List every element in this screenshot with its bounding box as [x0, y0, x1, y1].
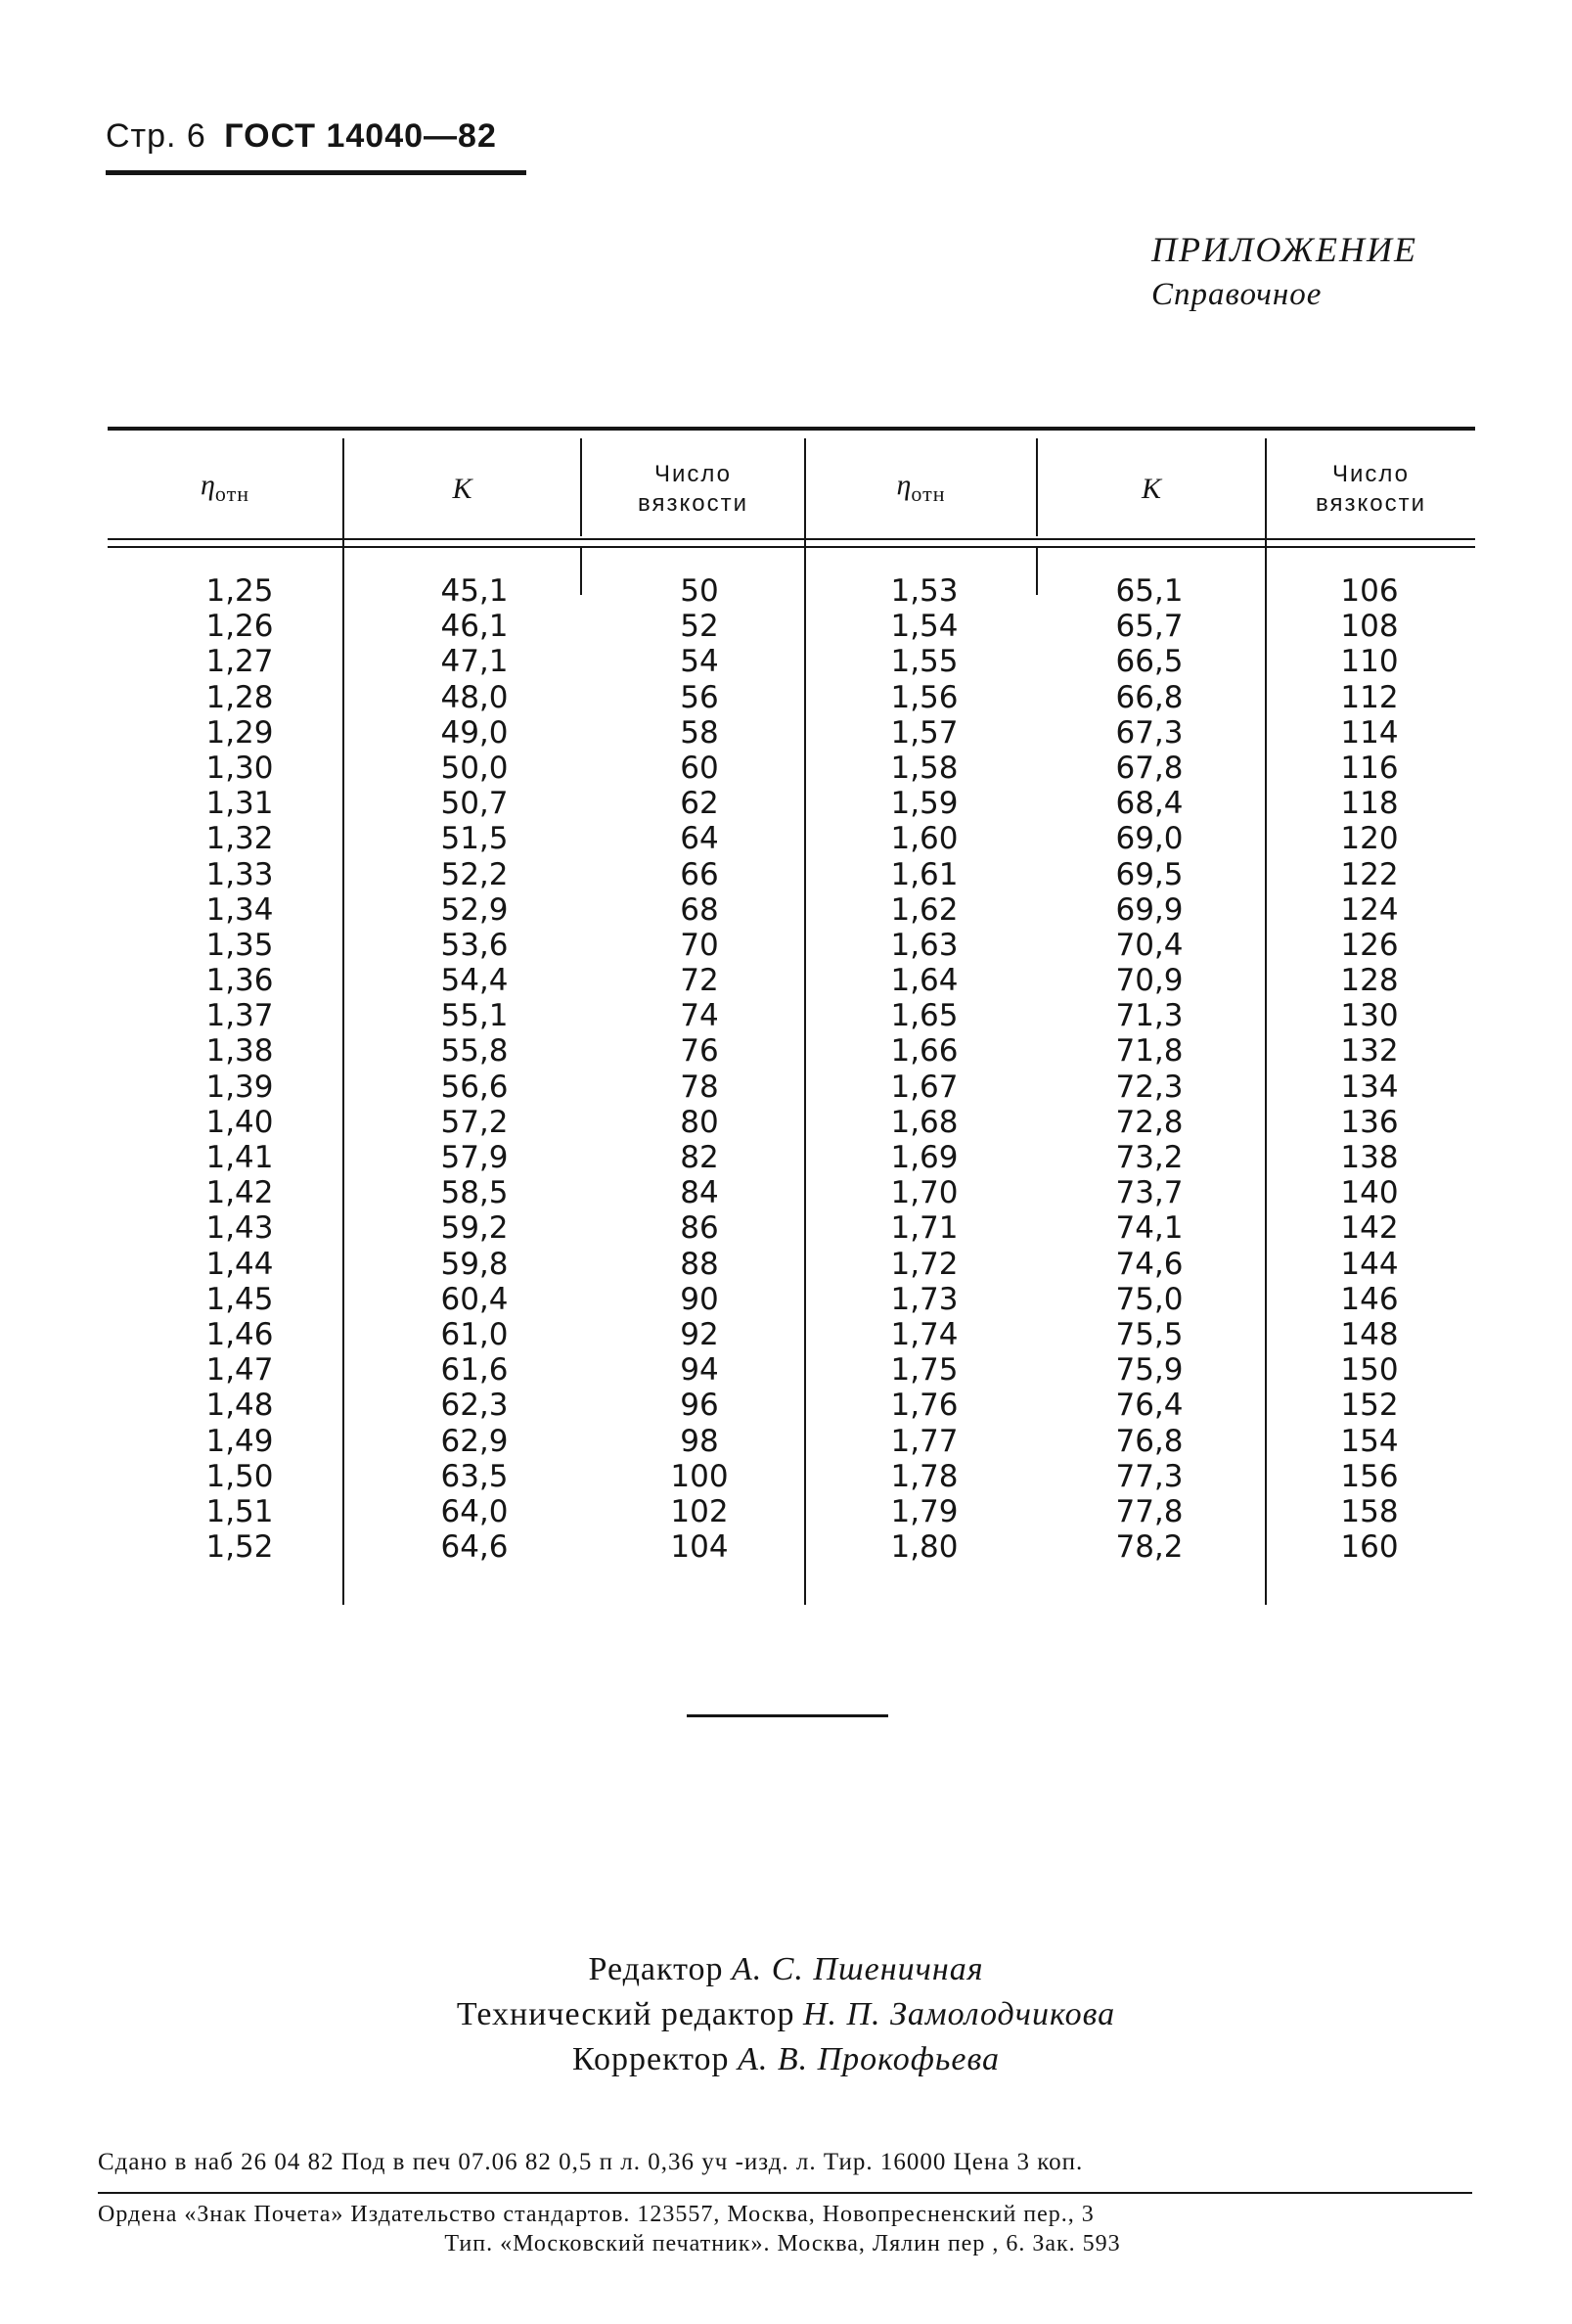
table-cell: 65,1 — [1115, 573, 1184, 609]
viscosity-header-line1: Число — [653, 461, 733, 487]
header-k — [344, 434, 580, 544]
table-cell: 1,66 — [890, 1033, 959, 1070]
table-cell: 67,8 — [1115, 750, 1184, 786]
table-cell: 62,9 — [440, 1423, 509, 1459]
table-cell: 1,71 — [890, 1210, 959, 1247]
table-cell: 1,38 — [205, 1033, 274, 1070]
column-eta-right — [861, 573, 988, 1565]
table-cell: 1,60 — [890, 821, 959, 857]
table-cell: 1,25 — [205, 573, 274, 609]
table-cell: 65,7 — [1115, 609, 1184, 645]
table-cell: 71,3 — [1115, 998, 1184, 1034]
eta-symbol: η — [896, 468, 912, 501]
table-cell: 69,0 — [1115, 821, 1184, 857]
table-cell: 69,9 — [1115, 891, 1184, 928]
table-cell: 1,41 — [205, 1140, 274, 1175]
table-cell: 1,78 — [890, 1458, 959, 1494]
table-cell: 71,8 — [1115, 1033, 1184, 1070]
table-cell: 77,3 — [1115, 1458, 1184, 1494]
table-cell: 148 — [1340, 1316, 1399, 1352]
standard-number: ГОСТ 14040—82 — [224, 117, 497, 155]
table-cell: 146 — [1340, 1281, 1399, 1317]
imprint-line-3: Тип. «Московский печатник». Москва, Лялин пер , 6. Зак. 593 — [444, 2231, 1121, 2256]
table-cell: 52,9 — [440, 891, 509, 928]
table-cell: 57,2 — [440, 1104, 509, 1140]
table-cell: 130 — [1340, 998, 1399, 1034]
table-cell: 1,54 — [890, 609, 959, 645]
table-cell: 1,73 — [890, 1281, 959, 1317]
table-cell: 106 — [1340, 573, 1399, 609]
table-cell: 53,6 — [440, 927, 509, 963]
table-cell: 75,0 — [1115, 1281, 1184, 1317]
credit-proofreader — [0, 2037, 1572, 2082]
credit-editor — [0, 1947, 1572, 1992]
table-cell: 1,45 — [205, 1281, 274, 1317]
viscosity-table — [108, 427, 1475, 1611]
table-cell: 160 — [1340, 1529, 1399, 1566]
table-cell: 1,61 — [890, 856, 959, 892]
table-cell: 1,69 — [890, 1140, 959, 1175]
table-cell: 59,8 — [440, 1246, 509, 1282]
table-cell: 74,6 — [1115, 1246, 1184, 1282]
table-cell: 94 — [680, 1352, 719, 1389]
header-eta-rel — [806, 434, 1036, 544]
viscosity-header-line2: вязкости — [1316, 490, 1426, 517]
table-cell: 75,5 — [1115, 1316, 1184, 1352]
table-cell: 51,5 — [440, 821, 509, 857]
table-cell: 62,3 — [440, 1388, 509, 1424]
viscosity-header-line1: Число — [1331, 461, 1411, 487]
table-cell: 1,32 — [205, 821, 274, 857]
table-cell: 104 — [670, 1529, 729, 1566]
table-cell: 144 — [1340, 1246, 1399, 1282]
table-cell: 134 — [1340, 1069, 1399, 1105]
table-cell: 1,64 — [890, 963, 959, 999]
table-cell: 110 — [1340, 644, 1399, 680]
table-cell: 128 — [1340, 963, 1399, 999]
credit-name: Н. П. Замолодчикова — [802, 1996, 1116, 2032]
table-cell: 100 — [670, 1458, 729, 1494]
column-viscosity-right — [1311, 573, 1428, 1565]
table-cell: 138 — [1340, 1140, 1399, 1175]
table-cell: 1,58 — [890, 750, 959, 786]
table-cell: 136 — [1340, 1104, 1399, 1140]
table-cell: 55,8 — [440, 1033, 509, 1070]
table-cell: 1,63 — [890, 927, 959, 963]
table-cell: 124 — [1340, 891, 1399, 928]
table-cell: 66,8 — [1115, 679, 1184, 715]
table-cell: 1,42 — [205, 1175, 274, 1211]
table-cell: 108 — [1340, 609, 1399, 645]
table-cell: 50,0 — [440, 750, 509, 786]
table-cell: 1,31 — [205, 786, 274, 822]
credit-role: Технический редактор — [456, 1996, 795, 2032]
table-cell: 156 — [1340, 1458, 1399, 1494]
imprint-line-2: Ордена «Знак Почета» Издательство стандартов. 123557, Москва, Новопресненский пер., 3 — [98, 2202, 1095, 2227]
table-cell: 152 — [1340, 1388, 1399, 1424]
table-cell: 84 — [680, 1175, 719, 1211]
table-cell: 74 — [680, 998, 719, 1034]
imprint-line-1: Сдано в наб 26 04 82 Под в печ 07.06 82 0,5 п л. 0,36 уч -изд. л. Тир. 16000 Цена 3 коп. — [98, 2149, 1084, 2175]
header-viscosity-number — [582, 434, 804, 544]
table-cell: 58,5 — [440, 1175, 509, 1211]
table-cell: 48,0 — [440, 679, 509, 715]
table-cell: 1,27 — [205, 644, 274, 680]
appendix-subtitle: Справочное — [1151, 277, 1323, 312]
table-cell: 49,0 — [440, 714, 509, 751]
table-cell: 58 — [680, 714, 719, 751]
table-cell: 1,53 — [890, 573, 959, 609]
table-cell: 67,3 — [1115, 714, 1184, 751]
table-cell: 61,0 — [440, 1316, 509, 1352]
page-header — [106, 117, 497, 156]
table-cell: 68 — [680, 891, 719, 928]
table-cell: 1,65 — [890, 998, 959, 1034]
table-cell: 102 — [670, 1493, 729, 1529]
table-cell: 1,74 — [890, 1316, 959, 1352]
table-cell: 57,9 — [440, 1140, 509, 1175]
table-cell: 54,4 — [440, 963, 509, 999]
table-cell: 78,2 — [1115, 1529, 1184, 1566]
table-cell: 88 — [680, 1246, 719, 1282]
column-viscosity-left — [641, 573, 758, 1565]
table-cell: 47,1 — [440, 644, 509, 680]
table-cell: 69,5 — [1115, 856, 1184, 892]
table-cell: 76,4 — [1115, 1388, 1184, 1424]
table-cell: 1,29 — [205, 714, 274, 751]
table-cell: 56 — [680, 679, 719, 715]
table-cell: 1,39 — [205, 1069, 274, 1105]
credit-name: А. С. Пшеничная — [731, 1951, 984, 1987]
k-label: К — [452, 473, 472, 505]
table-cell: 1,59 — [890, 786, 959, 822]
eta-symbol: η — [201, 468, 215, 501]
table-cell: 116 — [1340, 750, 1399, 786]
table-cell: 1,77 — [890, 1423, 959, 1459]
table-cell: 120 — [1340, 821, 1399, 857]
table-cell: 66,5 — [1115, 644, 1184, 680]
table-cell: 1,46 — [205, 1316, 274, 1352]
table-cell: 98 — [680, 1423, 719, 1459]
header-rule — [106, 170, 526, 175]
table-cell: 132 — [1340, 1033, 1399, 1070]
table-cell: 78 — [680, 1069, 719, 1105]
table-cell: 1,52 — [205, 1529, 274, 1566]
column-divider — [342, 438, 344, 1605]
table-cell: 50 — [680, 573, 719, 609]
table-cell: 114 — [1340, 714, 1399, 751]
table-cell: 77,8 — [1115, 1493, 1184, 1529]
table-cell: 86 — [680, 1210, 719, 1247]
table-cell: 73,7 — [1115, 1175, 1184, 1211]
table-cell: 76 — [680, 1033, 719, 1070]
table-cell: 122 — [1340, 856, 1399, 892]
table-cell: 52 — [680, 609, 719, 645]
credit-name: А. В. Прокофьева — [738, 2041, 1000, 2077]
header-viscosity-number — [1267, 434, 1475, 544]
table-cell: 61,6 — [440, 1352, 509, 1389]
table-cell: 92 — [680, 1316, 719, 1352]
eta-subscript: отн — [214, 480, 249, 506]
table-cell: 1,56 — [890, 679, 959, 715]
table-cell: 63,5 — [440, 1458, 509, 1494]
table-cell: 1,75 — [890, 1352, 959, 1389]
column-eta-left — [176, 573, 303, 1565]
table-cell: 1,33 — [205, 856, 274, 892]
table-cell: 112 — [1340, 679, 1399, 715]
table-cell: 66 — [680, 856, 719, 892]
column-divider — [1265, 438, 1267, 1605]
table-cell: 1,49 — [205, 1423, 274, 1459]
table-cell: 126 — [1340, 927, 1399, 963]
table-cell: 59,2 — [440, 1210, 509, 1247]
table-cell: 90 — [680, 1281, 719, 1317]
table-cell: 1,28 — [205, 679, 274, 715]
table-cell: 1,51 — [205, 1493, 274, 1529]
table-cell: 1,34 — [205, 891, 274, 928]
k-label: К — [1142, 473, 1161, 505]
table-cell: 46,1 — [440, 609, 509, 645]
table-cell: 72,3 — [1115, 1069, 1184, 1105]
table-cell: 72 — [680, 963, 719, 999]
table-cell: 1,50 — [205, 1458, 274, 1494]
table-cell: 82 — [680, 1140, 719, 1175]
table-cell: 1,68 — [890, 1104, 959, 1140]
table-cell: 64,6 — [440, 1529, 509, 1566]
table-top-rule — [108, 427, 1475, 431]
table-cell: 1,26 — [205, 609, 274, 645]
table-cell: 96 — [680, 1388, 719, 1424]
table-cell: 50,7 — [440, 786, 509, 822]
table-cell: 76,8 — [1115, 1423, 1184, 1459]
page-number: Стр. 6 — [106, 117, 206, 155]
table-cell: 1,57 — [890, 714, 959, 751]
table-cell: 1,40 — [205, 1104, 274, 1140]
table-cell: 1,55 — [890, 644, 959, 680]
table-cell: 80 — [680, 1104, 719, 1140]
table-cell: 56,6 — [440, 1069, 509, 1105]
table-cell: 1,43 — [205, 1210, 274, 1247]
table-cell: 140 — [1340, 1175, 1399, 1211]
table-cell: 158 — [1340, 1493, 1399, 1529]
header-eta-rel — [108, 434, 342, 544]
table-cell: 1,30 — [205, 750, 274, 786]
table-cell: 1,62 — [890, 891, 959, 928]
column-k-left — [411, 573, 538, 1565]
table-cell: 1,76 — [890, 1388, 959, 1424]
table-cell: 60 — [680, 750, 719, 786]
credit-tech-editor — [0, 1992, 1572, 2037]
credit-role: Корректор — [572, 2041, 730, 2077]
table-cell: 54 — [680, 644, 719, 680]
table-cell: 150 — [1340, 1352, 1399, 1389]
header-k — [1038, 434, 1265, 544]
table-cell: 1,79 — [890, 1493, 959, 1529]
table-cell: 1,35 — [205, 927, 274, 963]
header-rule-2 — [108, 546, 1475, 548]
table-cell: 72,8 — [1115, 1104, 1184, 1140]
table-cell: 1,37 — [205, 998, 274, 1034]
imprint-rule — [98, 2192, 1472, 2194]
table-cell: 1,44 — [205, 1246, 274, 1282]
eta-subscript: отн — [911, 480, 946, 506]
appendix-heading — [1151, 227, 1417, 317]
table-cell: 45,1 — [440, 573, 509, 609]
column-k-right — [1086, 573, 1213, 1565]
viscosity-header-line2: вязкости — [638, 490, 748, 517]
column-divider — [1036, 548, 1038, 595]
table-cell: 1,36 — [205, 963, 274, 999]
table-cell: 60,4 — [440, 1281, 509, 1317]
table-cell: 1,47 — [205, 1352, 274, 1389]
table-cell: 118 — [1340, 786, 1399, 822]
table-cell: 1,70 — [890, 1175, 959, 1211]
table-cell: 1,72 — [890, 1246, 959, 1282]
table-cell: 70,4 — [1115, 927, 1184, 963]
table-cell: 74,1 — [1115, 1210, 1184, 1247]
table-cell: 55,1 — [440, 998, 509, 1034]
table-cell: 154 — [1340, 1423, 1399, 1459]
table-cell: 1,48 — [205, 1388, 274, 1424]
table-cell: 1,67 — [890, 1069, 959, 1105]
table-cell: 75,9 — [1115, 1352, 1184, 1389]
table-cell: 62 — [680, 786, 719, 822]
table-cell: 64,0 — [440, 1493, 509, 1529]
column-divider — [804, 438, 806, 1605]
table-cell: 70 — [680, 927, 719, 963]
appendix-title: ПРИЛОЖЕНИЕ — [1151, 230, 1417, 269]
column-divider — [580, 548, 582, 595]
table-cell: 1,80 — [890, 1529, 959, 1566]
table-cell: 73,2 — [1115, 1140, 1184, 1175]
table-cell: 52,2 — [440, 856, 509, 892]
table-cell: 68,4 — [1115, 786, 1184, 822]
table-cell: 64 — [680, 821, 719, 857]
table-cell: 70,9 — [1115, 963, 1184, 999]
credit-role: Редактор — [588, 1951, 724, 1987]
section-divider — [687, 1714, 888, 1717]
table-cell: 142 — [1340, 1210, 1399, 1247]
credits-block — [0, 1947, 1572, 2082]
